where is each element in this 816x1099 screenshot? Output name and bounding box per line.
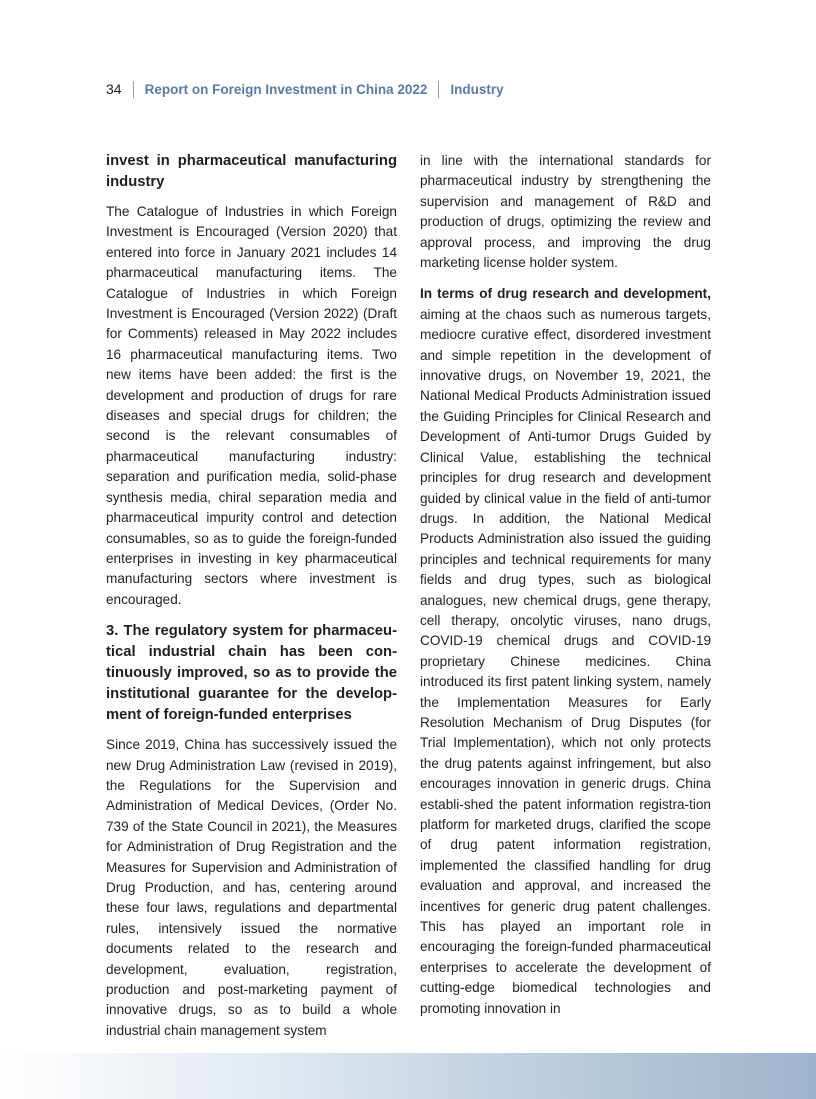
section-heading: 3. The regulatory system for pharmaceu-tical industrial chain has been con-tinuously improved, so as to provide the institutional guarantee for the develop-ment of foreign-funded enterprises [106,623,397,724]
running-header [106,77,504,101]
page-number: 34 [106,81,122,97]
body-paragraph [420,284,711,1019]
paragraph-body: aiming at the chaos such as numerous targets, mediocre curative effect, disordered investment and simple repetition in the development of innovative drugs, on November 19, 2021, the National Medical Products Administration issued the Guiding Principles for Clinical Research and Development of Anti-tumor Drugs Guided by Clinical Value, establishing the technical principles for drug research and development guided by clinical value in the field of anti-tumor drugs. In addition, the National Medical Products Administration also issued the guiding principles and technical requirements for many fields and drug types, such as biological analogues, new chemical drugs, gene therapy, cell therapy, oncolytic viruses, nano drugs, COVID-19 chemical drugs and COVID-19 proprietary Chinese medicines. China introduced its first patent linking system, namely the Implementation Measures for Early Resolution Mechanism of Drug Disputes (for Trial Implementation), which not only protects the drug patents against infringement, but also encourages innovation in generic drugs. China establi-shed the patent information registra-tion platform for marketed drugs, clarified the scope of drug patent information registration, implemented the classified handling for drug evaluation and approval, and increased the incentives for generic drug patent challenges. This has played an important role in encouraging the foreign-funded pharmaceutical enterprises to accelerate the development of cutting-edge biomedical technologies and promoting innovation in [420,306,711,1016]
body-paragraph: in line with the international standards for pharmaceutical industry by strengthening the supervision and management of R&D and production of drugs, optimizing the review and approval process, and improving the drug marketing license holder system. [420,153,711,271]
footer-gradient-band [0,1053,816,1099]
left-column [106,151,397,1052]
report-title: Report on Foreign Investment in China 2022 [144,81,428,97]
header-divider [133,81,134,98]
body-paragraph: The Catalogue of Industries in which Foreign Investment is Encouraged (Version 2020) that entered into force in January 2021 includes 14 pharmaceutical manufacturing items. The Catalogue of Industries in which Foreign Investment is Encouraged (Version 2022) (Draft for Comments) released in May 2022 includes 16 pharmaceutical manufacturing items. Two new items have been added: the first is the development and production of drugs for rare diseases and special drugs for children; the second is the relevant consumables of pharmaceutical manufacturing industry: separation and purification media, solid-phase synthesis media, chiral separation media and pharmaceutical impurity control and detection consumables, so as to guide the foreign-funded enterprises in investing in key pharmaceutical manufacturing sectors where investment is encouraged. [106,204,397,607]
section-name: Industry [450,81,504,97]
subsection-heading: invest in pharmaceutical manufacturing industry [106,153,397,190]
right-column [420,151,711,1030]
header-divider [438,81,439,98]
paragraph-lead: In terms of drug research and development, [420,286,711,302]
body-paragraph: Since 2019, China has successively issued the new Drug Administration Law (revised in 2019), the Regulations for the Supervision and Administration of Medical Devices, (Order No. 739 of the State Council in 2021), the Measures for Administration of Drug Registration and the Measures for Supervision and Administration of Drug Production, and has, centering around these four laws, regulations and departmental rules, intensively issued the normative documents related to the research and development, evaluation, registration, production and post-marketing payment of innovative drugs, so as to build a whole industrial chain management system [106,737,397,1038]
